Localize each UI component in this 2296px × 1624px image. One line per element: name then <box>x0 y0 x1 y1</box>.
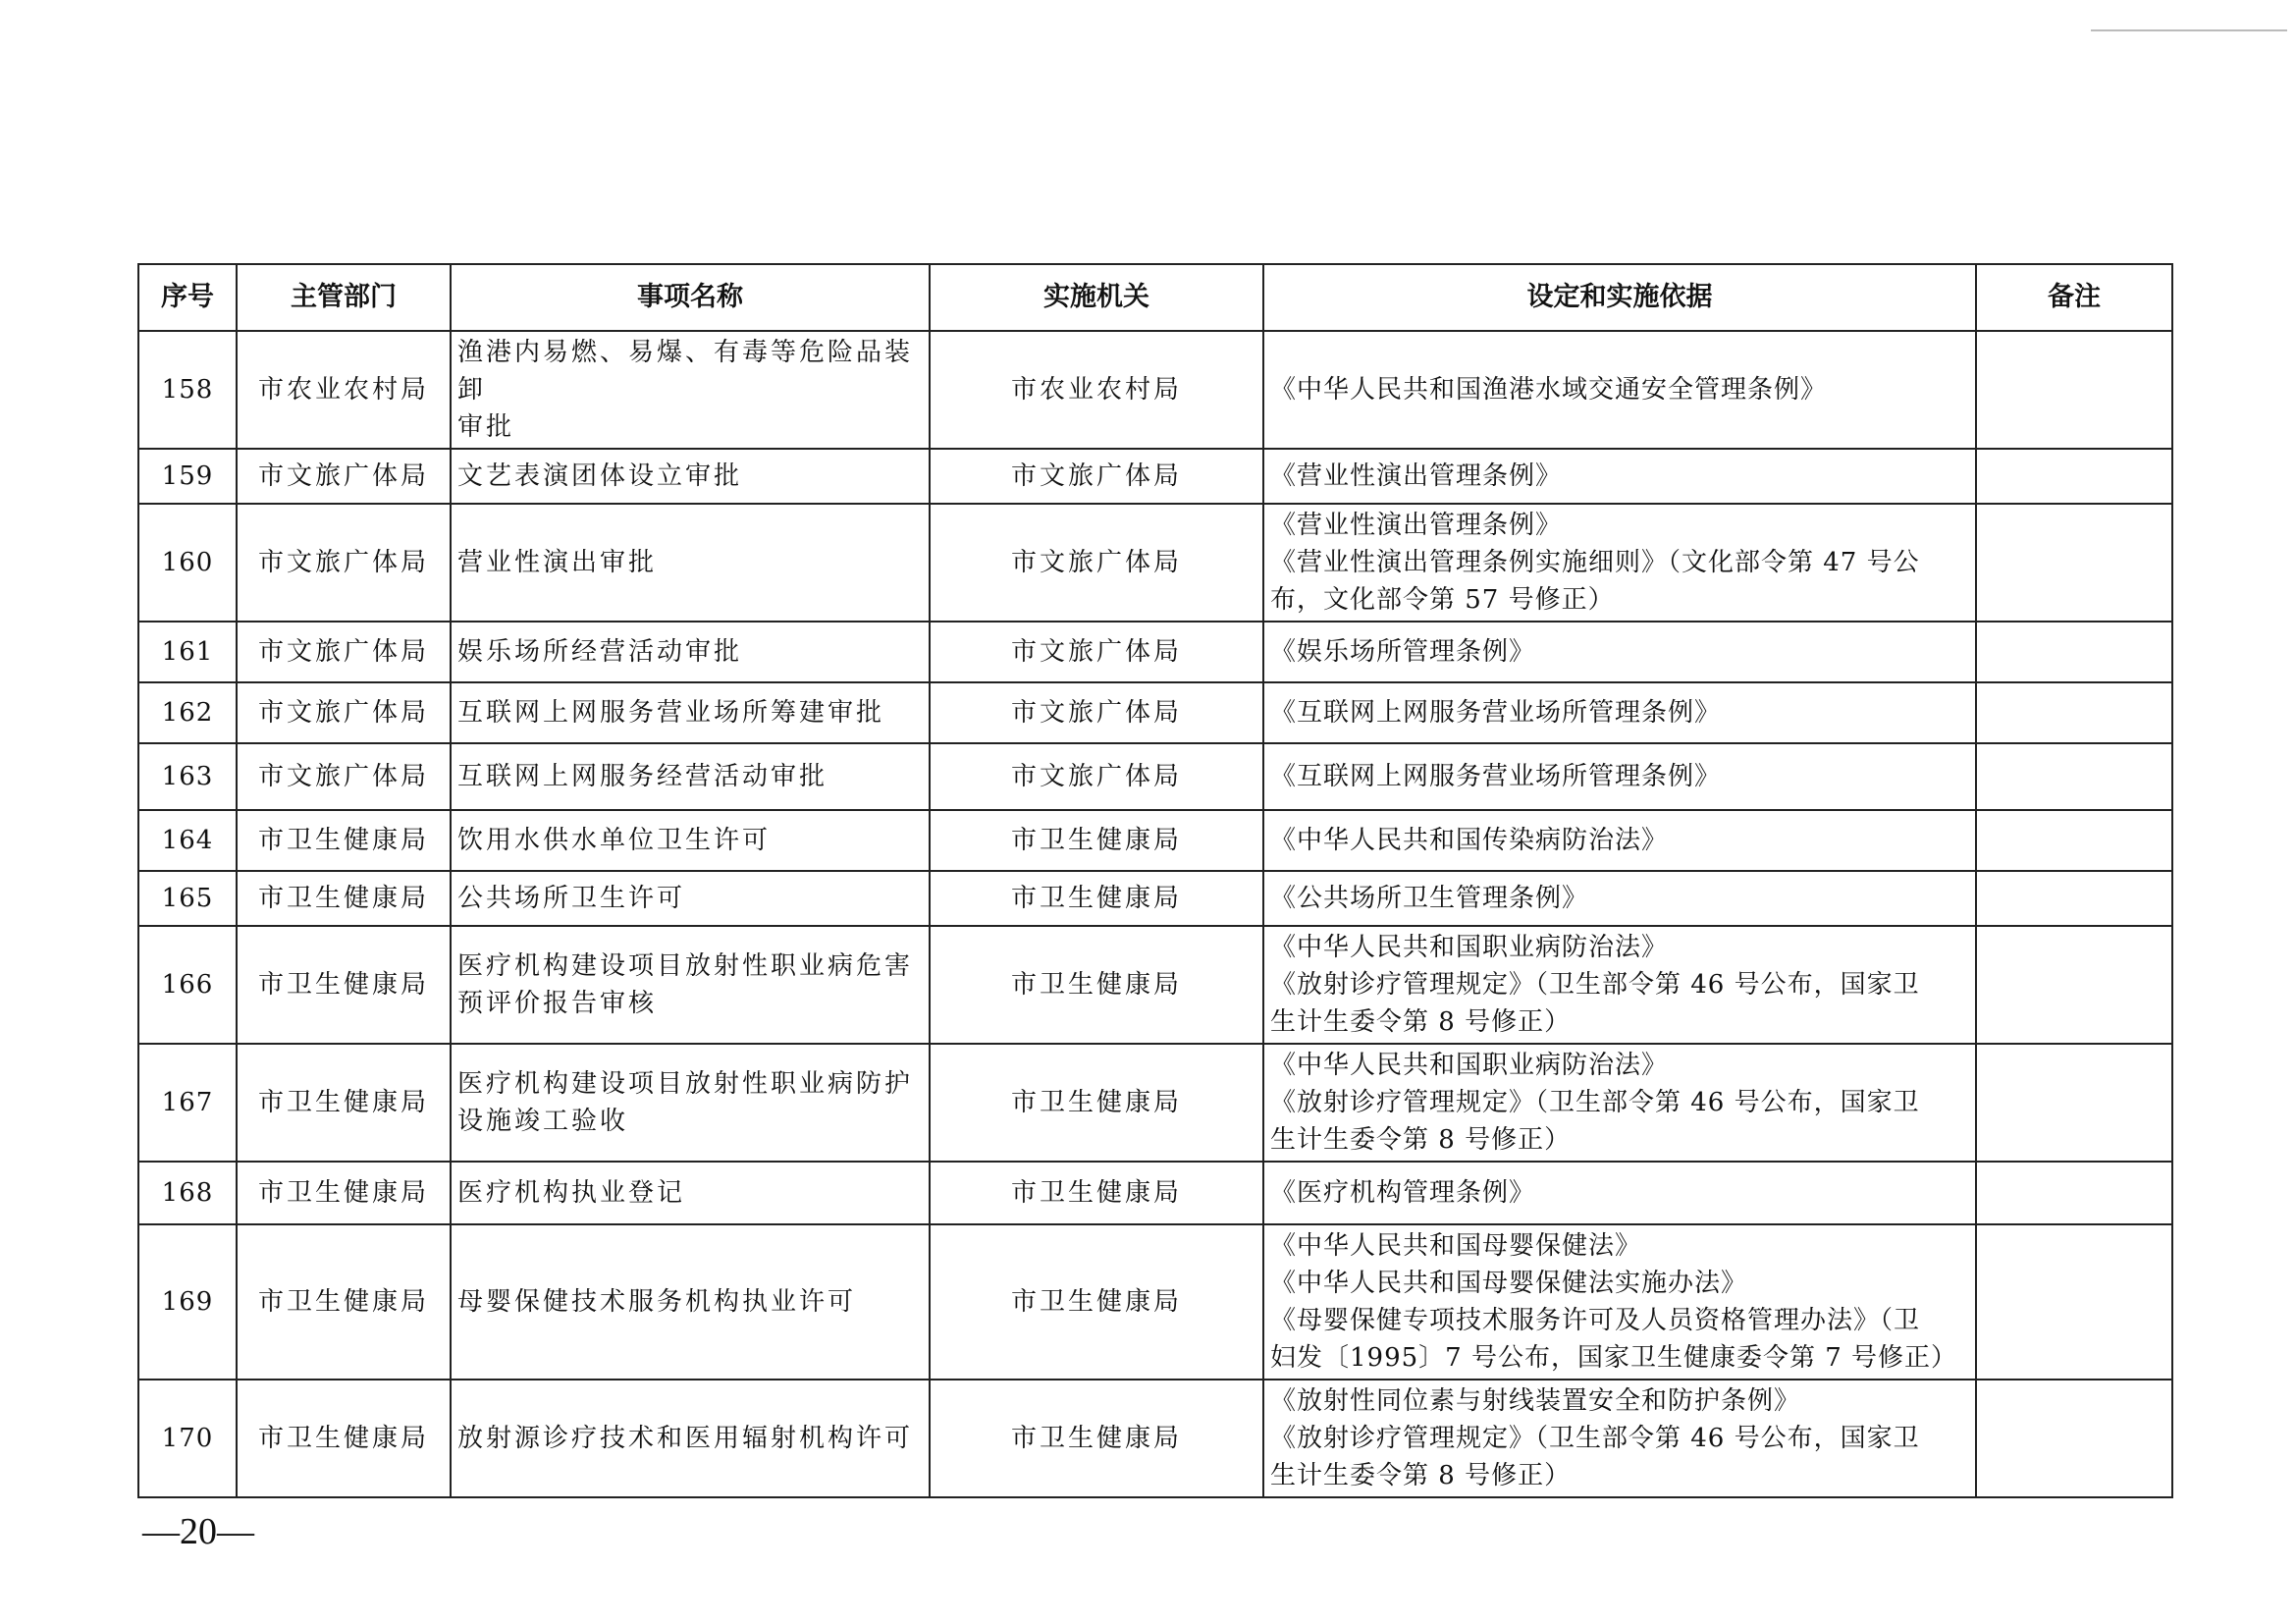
basis-line: 《放射性同位素与射线装置安全和防护条例》 <box>1270 1386 1801 1416</box>
item-line: 渔港内易燃、易爆、有毒等危险品装卸 <box>457 338 914 405</box>
item-line: 互联网上网服务经营活动审批 <box>457 762 828 791</box>
cell-no: 160 <box>138 504 237 622</box>
item-line: 文艺表演团体设立审批 <box>457 461 743 491</box>
cell-org: 市卫生健康局 <box>930 1044 1263 1162</box>
cell-note <box>1976 682 2172 743</box>
table-row <box>138 331 2172 449</box>
cell-basis <box>1263 682 1976 743</box>
basis-line: 生计生委令第 8 号修正） <box>1270 1007 1572 1037</box>
cell-no: 169 <box>138 1224 237 1380</box>
table-row <box>138 449 2172 504</box>
cell-item <box>451 743 930 810</box>
cell-note <box>1976 1380 2172 1497</box>
cell-basis <box>1263 504 1976 622</box>
basis-line: 《营业性演出管理条例》 <box>1270 511 1563 540</box>
item-line: 放射源诊疗技术和医用辐射机构许可 <box>457 1424 914 1453</box>
cell-basis <box>1263 1162 1976 1224</box>
basis-line: 《中华人民共和国职业病防治法》 <box>1270 933 1669 962</box>
cell-note <box>1976 926 2172 1044</box>
approval-items-table <box>137 263 2173 1498</box>
cell-basis <box>1263 743 1976 810</box>
table-row <box>138 1162 2172 1224</box>
basis-line: 《娱乐场所管理条例》 <box>1270 637 1536 667</box>
cell-dept: 市卫生健康局 <box>237 871 451 926</box>
cell-dept: 市文旅广体局 <box>237 622 451 682</box>
cell-note <box>1976 504 2172 622</box>
page-number: —20— <box>142 1511 254 1552</box>
basis-line: 《营业性演出管理条例》 <box>1270 461 1563 491</box>
basis-line: 《医疗机构管理条例》 <box>1270 1178 1536 1208</box>
table-row <box>138 743 2172 810</box>
cell-item <box>451 331 930 449</box>
cell-note <box>1976 810 2172 871</box>
cell-no: 167 <box>138 1044 237 1162</box>
header-note: 备注 <box>1976 264 2172 331</box>
cell-note <box>1976 449 2172 504</box>
cell-no: 159 <box>138 449 237 504</box>
table-row <box>138 810 2172 871</box>
cell-no: 170 <box>138 1380 237 1497</box>
cell-basis <box>1263 871 1976 926</box>
cell-org: 市卫生健康局 <box>930 926 1263 1044</box>
cell-basis <box>1263 926 1976 1044</box>
cell-item <box>451 1044 930 1162</box>
cell-no: 168 <box>138 1162 237 1224</box>
item-line: 娱乐场所经营活动审批 <box>457 637 743 667</box>
item-line: 医疗机构建设项目放射性职业病危害 <box>457 951 914 981</box>
cell-note <box>1976 1224 2172 1380</box>
header-dept: 主管部门 <box>237 264 451 331</box>
cell-item <box>451 871 930 926</box>
basis-line: 《中华人民共和国传染病防治法》 <box>1270 826 1669 855</box>
cell-org: 市卫生健康局 <box>930 871 1263 926</box>
basis-line: 布，文化部令第 57 号修正） <box>1270 585 1615 615</box>
basis-line: 《互联网上网服务营业场所管理条例》 <box>1270 698 1722 728</box>
item-line: 母婴保健技术服务机构执业许可 <box>457 1287 857 1317</box>
item-line: 医疗机构执业登记 <box>457 1178 686 1208</box>
cell-item <box>451 682 930 743</box>
table-row <box>138 1380 2172 1497</box>
basis-line: 《营业性演出管理条例实施细则》（文化部令第 47 号公 <box>1270 548 1920 577</box>
table-header-row <box>138 264 2172 331</box>
cell-basis <box>1263 810 1976 871</box>
basis-line: 《母婴保健专项技术服务许可及人员资格管理办法》（卫 <box>1270 1306 1921 1335</box>
header-basis: 设定和实施依据 <box>1263 264 1976 331</box>
basis-line: 《放射诊疗管理规定》（卫生部令第 46 号公布，国家卫 <box>1270 970 1920 1000</box>
cell-dept: 市卫生健康局 <box>237 1162 451 1224</box>
item-line: 审批 <box>457 412 515 442</box>
basis-line: 《中华人民共和国母婴保健法》 <box>1270 1231 1642 1261</box>
basis-line: 《公共场所卫生管理条例》 <box>1270 884 1589 913</box>
cell-dept: 市文旅广体局 <box>237 449 451 504</box>
cell-org: 市卫生健康局 <box>930 810 1263 871</box>
item-line: 设施竣工验收 <box>457 1107 629 1136</box>
cell-item <box>451 1380 930 1497</box>
item-line: 营业性演出审批 <box>457 548 658 577</box>
basis-line: 《中华人民共和国职业病防治法》 <box>1270 1051 1669 1080</box>
cell-basis <box>1263 331 1976 449</box>
cell-item <box>451 810 930 871</box>
item-line: 饮用水供水单位卫生许可 <box>457 826 772 855</box>
basis-line: 妇发〔1995〕7 号公布，国家卫生健康委令第 7 号修正） <box>1270 1343 1958 1373</box>
cell-org: 市卫生健康局 <box>930 1162 1263 1224</box>
item-line: 公共场所卫生许可 <box>457 884 686 913</box>
cell-dept: 市农业农村局 <box>237 331 451 449</box>
cell-note <box>1976 622 2172 682</box>
cell-dept: 市卫生健康局 <box>237 1224 451 1380</box>
cell-no: 163 <box>138 743 237 810</box>
item-line: 医疗机构建设项目放射性职业病防护 <box>457 1069 914 1099</box>
cell-org: 市文旅广体局 <box>930 743 1263 810</box>
basis-line: 《中华人民共和国渔港水域交通安全管理条例》 <box>1270 375 1828 405</box>
cell-item <box>451 622 930 682</box>
table-body <box>138 331 2172 1497</box>
table-row <box>138 871 2172 926</box>
table-row <box>138 504 2172 622</box>
cell-no: 162 <box>138 682 237 743</box>
cell-no: 165 <box>138 871 237 926</box>
table-row <box>138 682 2172 743</box>
cell-dept: 市卫生健康局 <box>237 1044 451 1162</box>
basis-line: 《放射诊疗管理规定》（卫生部令第 46 号公布，国家卫 <box>1270 1424 1920 1453</box>
cell-org: 市文旅广体局 <box>930 504 1263 622</box>
cell-item <box>451 1162 930 1224</box>
cell-dept: 市卫生健康局 <box>237 926 451 1044</box>
cell-note <box>1976 743 2172 810</box>
cell-no: 158 <box>138 331 237 449</box>
cell-item <box>451 449 930 504</box>
basis-line: 《互联网上网服务营业场所管理条例》 <box>1270 762 1722 791</box>
cell-org: 市文旅广体局 <box>930 682 1263 743</box>
cell-org: 市文旅广体局 <box>930 449 1263 504</box>
cell-org: 市农业农村局 <box>930 331 1263 449</box>
cell-no: 161 <box>138 622 237 682</box>
basis-line: 生计生委令第 8 号修正） <box>1270 1125 1572 1155</box>
cell-basis <box>1263 1044 1976 1162</box>
cell-no: 166 <box>138 926 237 1044</box>
cell-note <box>1976 871 2172 926</box>
cell-dept: 市卫生健康局 <box>237 810 451 871</box>
cell-dept: 市文旅广体局 <box>237 743 451 810</box>
cell-dept: 市文旅广体局 <box>237 504 451 622</box>
basis-line: 《中华人民共和国母婴保健法实施办法》 <box>1270 1269 1748 1298</box>
cell-item <box>451 1224 930 1380</box>
cell-org: 市卫生健康局 <box>930 1380 1263 1497</box>
cell-note <box>1976 1044 2172 1162</box>
header-item: 事项名称 <box>451 264 930 331</box>
table-row <box>138 622 2172 682</box>
item-line: 预评价报告审核 <box>457 989 658 1018</box>
table-row <box>138 926 2172 1044</box>
cell-note <box>1976 1162 2172 1224</box>
cell-dept: 市卫生健康局 <box>237 1380 451 1497</box>
cell-basis <box>1263 1224 1976 1380</box>
cell-item <box>451 504 930 622</box>
header-no: 序号 <box>138 264 237 331</box>
cell-basis <box>1263 622 1976 682</box>
table-row <box>138 1224 2172 1380</box>
header-org: 实施机关 <box>930 264 1263 331</box>
page-top-rule <box>2091 29 2287 31</box>
item-line: 互联网上网服务营业场所筹建审批 <box>457 698 885 728</box>
cell-basis <box>1263 449 1976 504</box>
cell-dept: 市文旅广体局 <box>237 682 451 743</box>
cell-org: 市卫生健康局 <box>930 1224 1263 1380</box>
cell-org: 市文旅广体局 <box>930 622 1263 682</box>
cell-item <box>451 926 930 1044</box>
cell-basis <box>1263 1380 1976 1497</box>
cell-no: 164 <box>138 810 237 871</box>
basis-line: 《放射诊疗管理规定》（卫生部令第 46 号公布，国家卫 <box>1270 1088 1920 1117</box>
cell-note <box>1976 331 2172 449</box>
table-row <box>138 1044 2172 1162</box>
basis-line: 生计生委令第 8 号修正） <box>1270 1461 1572 1490</box>
